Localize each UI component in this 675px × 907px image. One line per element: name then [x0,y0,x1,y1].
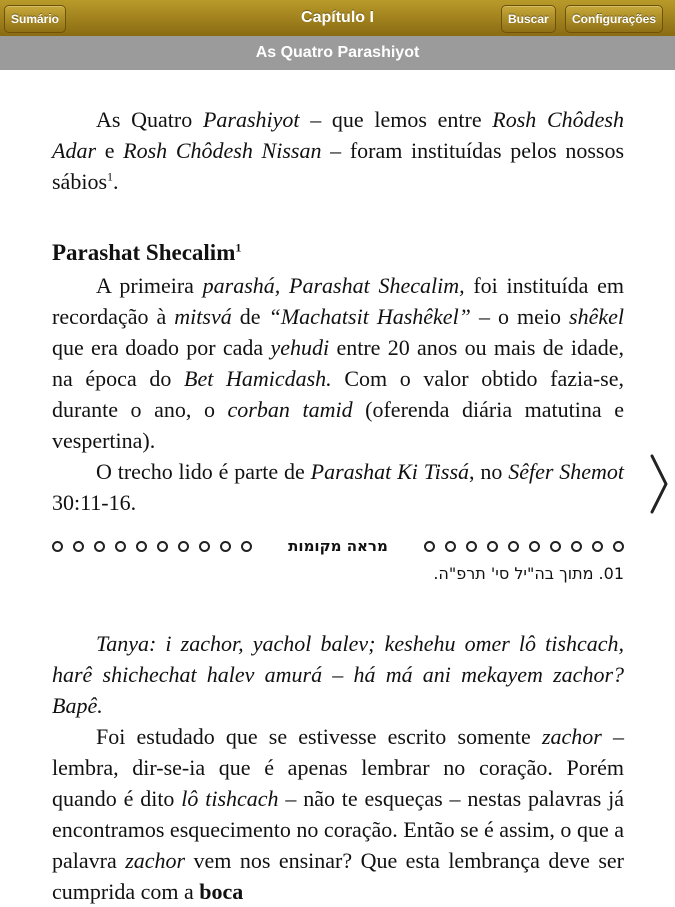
text: – [322,662,354,687]
text: O trecho lido é parte de [96,459,311,484]
sources-title: מראה מקומות [288,536,388,555]
dot [445,541,456,552]
italic-term: Rosh Chôdesh Nissan [123,138,322,163]
dot [136,541,147,552]
divider-dots-left [52,541,252,552]
bold-term: boca [199,879,244,904]
italic-term: lô tishcach [181,786,279,811]
italic-term: Bet Hamicdash. [184,366,332,391]
divider-dots-right [424,541,624,552]
dot [178,541,189,552]
text: – lembra, dir-se-ia que é apenas lembrar no coração. Porém quando é dito [52,724,624,811]
dot [613,541,624,552]
italic-term: shêkel [569,304,624,329]
italic-term: yehudi [270,335,330,360]
italic-term: Rosh Chôdesh Adar [52,107,624,163]
section-heading [52,237,624,268]
dot [220,541,231,552]
dot [94,541,105,552]
text: de [231,304,269,329]
text: , no [469,459,509,484]
dot [157,541,168,552]
intro-paragraph [52,104,624,197]
settings-button[interactable]: Configurações [565,5,663,33]
reading-content [52,104,624,907]
text: e [96,138,124,163]
dot [571,541,582,552]
text: A primeira [96,273,203,298]
text: As Quatro [96,107,203,132]
text: – o meio [470,304,570,329]
paragraph-shecalim [52,270,624,456]
chapter-title: Capítulo I [301,9,374,26]
text: 30:11-16. [52,490,137,515]
footnote-ref[interactable]: 1 [235,240,242,255]
italic-term: Parashiyot [202,107,300,132]
search-button[interactable]: Buscar [501,5,556,33]
dot [466,541,477,552]
source-note: 01. מתוך בה"יל סי' תרפ"ה. [433,564,624,583]
paragraph-ki-tissa [52,456,624,518]
dot [52,541,63,552]
paragraph-tanya [52,628,624,721]
italic-term: “Machatsit Hashêkel” [268,304,471,329]
italic-term: Sêfer Shemot [508,459,625,484]
text: – que lemos entre [299,107,493,132]
text: vem nos ensinar? Que esta lembrança deve ser cumprida com a [52,848,624,904]
dot [487,541,498,552]
footnote-ref[interactable]: 1 [107,169,113,184]
dot [241,541,252,552]
text: . [113,169,119,194]
text: Foi estudado que se estivesse escrito somente [96,724,542,749]
italic-term: zachor [541,724,602,749]
italic-term: mitsvá [174,304,232,329]
chevron-right-icon[interactable] [649,454,669,514]
dot [550,541,561,552]
text: Com o valor obtido fazia-se, durante o ano, o [52,366,625,422]
heading-text: Parashat Shecalim [52,240,236,265]
dot [199,541,210,552]
summary-button[interactable]: Sumário [4,5,66,33]
paragraph-zachor [52,721,624,907]
text: entre 20 anos ou mais de idade, na época do [52,335,624,391]
text: que era doado por cada [52,335,271,360]
text: – não te esqueças – nestas palavras já encontramos esquecimento no coração. Então se é assim, o que a palavra [52,786,624,873]
sources-divider [52,536,624,556]
text: (oferenda diária matutina e vespertina). [52,397,624,453]
italic-term: há má ani mekayem zachor? Bapê. [52,662,625,718]
text: – foram instituídas pelos nossos sábios [52,138,625,194]
top-toolbar [0,0,675,36]
dot [73,541,84,552]
italic-term: Tanya: i zachor, yachol balev; keshehu omer lô tishcach, harê shichechat halev amurá [52,631,624,687]
dot [529,541,540,552]
italic-term: parashá, Parashat Shecalim, [202,273,465,298]
italic-term: corban tamid [227,397,353,422]
section-title-bar: As Quatro Parashiyot [0,36,675,70]
italic-term: Parashat Ki Tissá [310,459,470,484]
dot [592,541,603,552]
dot [424,541,435,552]
dot [508,541,519,552]
text: foi instituída em recordação à [52,273,624,329]
italic-term: zachor [125,848,186,873]
dot [115,541,126,552]
